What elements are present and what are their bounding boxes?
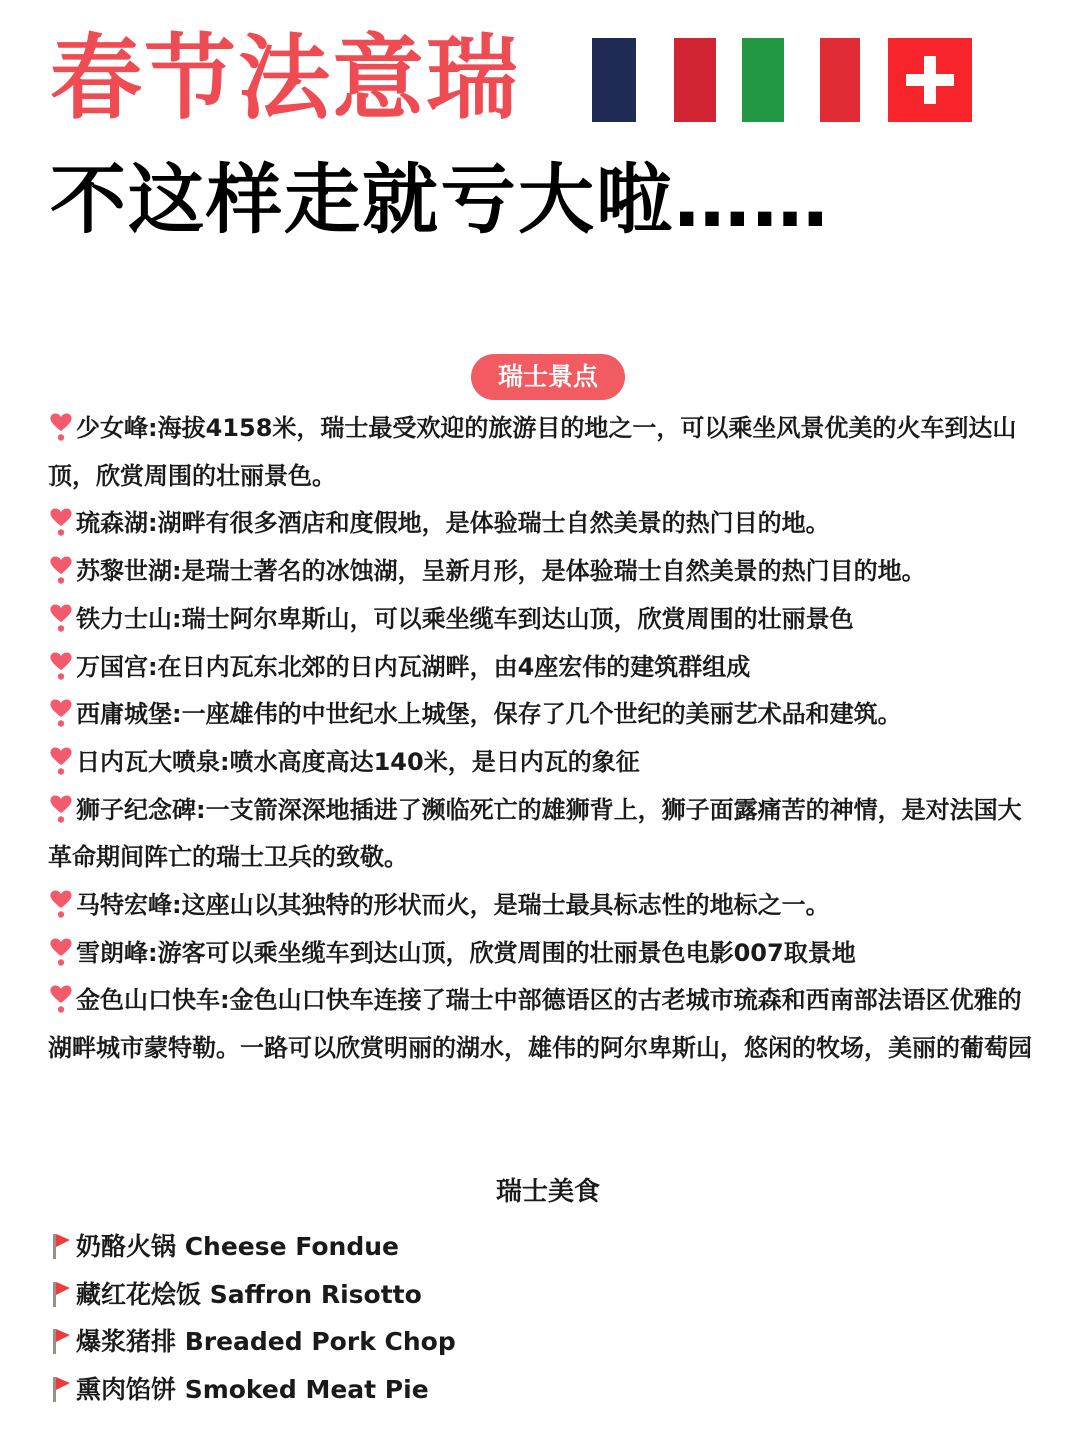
red-flag-icon [48, 1374, 74, 1404]
spot-text: 日内瓦大喷泉:喷水高度高达140米，是日内瓦的象征 [76, 747, 640, 776]
red-flag-icon [48, 1326, 74, 1356]
list-item [48, 787, 1044, 882]
swiss-flag-icon [888, 38, 972, 122]
heart-exclamation-icon [48, 794, 74, 824]
heart-exclamation-icon [48, 651, 74, 681]
list-item [48, 1318, 456, 1366]
spot-text: 狮子纪念碑:一支箭深深地插进了濒临死亡的雄狮背上，狮子面露痛苦的神情，是对法国大革命期间阵亡的瑞士卫兵的致敬。 [48, 795, 1022, 872]
spot-text: 马特宏峰:这座山以其独特的形状而火，是瑞士最具标志性的地标之一。 [76, 891, 830, 920]
spot-text: 少女峰:海拔4158米，瑞士最受欢迎的旅游目的地之一，可以乘坐风景优美的火车到达山顶，欣赏周围的壮丽景色。 [48, 414, 1017, 490]
food-text: 爆浆猪排 Breaded Pork Chop [76, 1327, 456, 1356]
spot-text: 苏黎世湖:是瑞士著名的冰蚀湖，呈新月形，是体验瑞士自然美景的热门目的地。 [76, 557, 926, 586]
food-text: 熏肉馅饼 Smoked Meat Pie [76, 1374, 429, 1404]
heart-exclamation-icon [48, 746, 74, 776]
heart-exclamation-icon [48, 698, 74, 728]
food-text: 藏红花烩饭 Saffron Risotto [76, 1279, 422, 1309]
spot-text: 万国宫:在日内瓦东北郊的日内瓦湖畔，由4座宏伟的建筑群组成 [76, 652, 751, 681]
list-item [48, 691, 1044, 739]
food-text: 奶酪火锅 Cheese Fondue [76, 1232, 399, 1261]
spot-text: 金色山口快车:金色山口快车连接了瑞士中部德语区的古老城市琉森和西南部法语区优雅的湖畔城市蒙特勒。一路可以欣赏明丽的湖水，雄伟的阿尔卑斯山，悠闲的牧场，美丽的葡萄园 [48, 986, 1032, 1063]
france-flag-red-stripe [674, 38, 716, 122]
list-item [48, 1223, 456, 1271]
list-item [48, 596, 1044, 644]
heart-exclamation-icon [48, 507, 74, 537]
spot-text: 铁力士山:瑞士阿尔卑斯山，可以乘坐缆车到达山顶，欣赏周围的壮丽景色 [76, 604, 854, 633]
italy-flag-green-stripe [742, 38, 784, 122]
red-flag-icon [48, 1279, 74, 1309]
italy-flag-red-stripe [820, 38, 860, 122]
section-title-food: 瑞士美食 [495, 1177, 600, 1207]
heart-exclamation-icon [48, 603, 74, 633]
swiss-cross-horizontal [906, 74, 954, 86]
red-flag-icon [48, 1231, 74, 1261]
list-item [48, 930, 1044, 978]
heart-exclamation-icon [48, 937, 74, 967]
spots-list [48, 405, 1044, 1073]
france-flag-blue-stripe [592, 38, 636, 122]
spot-text: 西庸城堡:一座雄伟的中世纪水上城堡，保存了几个世纪的美丽艺术品和建筑。 [76, 700, 902, 729]
heart-exclamation-icon [48, 555, 74, 585]
list-item [48, 882, 1044, 930]
list-item [48, 405, 1044, 500]
heart-exclamation-icon [48, 984, 74, 1014]
page-title: 春节法意瑞 [50, 25, 521, 132]
list-item [48, 977, 1044, 1072]
list-item [48, 739, 1044, 787]
heart-exclamation-icon [48, 889, 74, 919]
list-item [48, 1271, 456, 1319]
list-item [48, 548, 1044, 596]
list-item [48, 644, 1044, 692]
spot-text: 琉森湖:湖畔有很多酒店和度假地，是体验瑞士自然美景的热门目的地。 [76, 509, 830, 538]
spot-text: 雪朗峰:游客可以乘坐缆车到达山顶，欣赏周围的壮丽景色电影007取景地 [76, 938, 856, 967]
page-subtitle: 不这样走就亏大啦…… [50, 155, 830, 244]
heart-exclamation-icon [48, 412, 74, 442]
list-item [48, 500, 1044, 548]
list-item [48, 1366, 456, 1414]
section-badge-spots: 瑞士景点 [471, 354, 625, 400]
food-list [48, 1223, 456, 1413]
